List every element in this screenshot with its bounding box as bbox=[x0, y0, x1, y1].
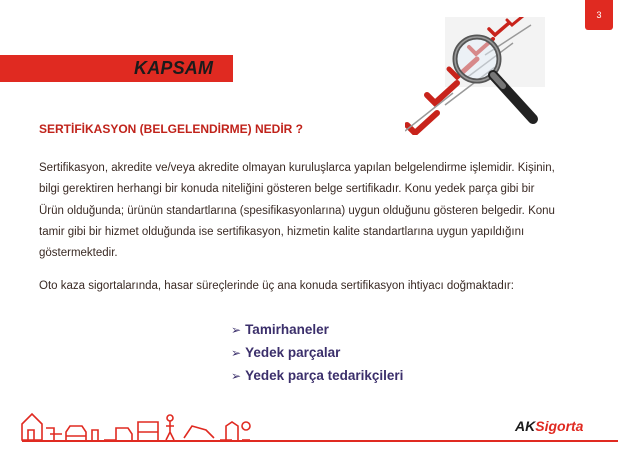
footer-insurance-icons bbox=[20, 408, 260, 442]
list-item-label: Yedek parçalar bbox=[245, 345, 341, 360]
paragraph-line: Ürün olduğunda; ürünün standartlarına (spesifikasyonlarına) uygun olduğunu gösteren belgedir. Konu bbox=[39, 204, 555, 217]
list-item bbox=[231, 318, 403, 341]
arrow-bullet-icon: ➢ bbox=[231, 369, 242, 383]
intro-paragraph: Oto kaza sigortalarında, hasar süreçlerinde üç ana konuda sertifikasyon ihtiyacı doğmaktadır: bbox=[39, 280, 514, 292]
certification-areas-list bbox=[231, 318, 403, 387]
list-item bbox=[231, 364, 403, 387]
arrow-bullet-icon: ➢ bbox=[231, 346, 242, 360]
building-icon bbox=[220, 422, 238, 440]
column-icon bbox=[92, 430, 98, 440]
person-icon bbox=[167, 415, 173, 421]
list-item-label: Tamirhaneler bbox=[245, 322, 329, 337]
paragraph-line: tamir gibi bir hizmet olduğunda ise sertifikasyon, hizmetin kalite standartlarına uygun yapıldığını bbox=[39, 225, 525, 238]
logo-suffix: Sigorta bbox=[535, 418, 584, 434]
patient-icon bbox=[184, 426, 214, 438]
page-title: KAPSAM bbox=[134, 58, 214, 78]
page-number: 3 bbox=[596, 10, 602, 20]
page-number-badge bbox=[585, 0, 613, 30]
footer-divider bbox=[22, 440, 618, 442]
list-item-label: Yedek parça tedarikçileri bbox=[245, 368, 404, 383]
paragraph-line: Sertifikasyon, akredite ve/veya akredite olmayan kuruluşlarca yapılan belgelendirme işlemidir. Kişinin, bbox=[39, 162, 555, 174]
arrow-bullet-icon: ➢ bbox=[231, 323, 242, 337]
factory-icon bbox=[46, 428, 62, 440]
bus-icon bbox=[138, 422, 158, 440]
paragraph-line: bilgi gerektiren herhangi bir konuda niteliğini gösteren belge sertifikadır. Konu yedek parça gibi bir bbox=[39, 183, 535, 196]
list-item bbox=[231, 341, 403, 364]
aksigorta-logo bbox=[515, 418, 583, 434]
definition-paragraph bbox=[39, 158, 614, 264]
logo-prefix: AK bbox=[515, 418, 536, 434]
house-icon bbox=[22, 414, 42, 440]
paragraph-line: göstermektedir. bbox=[39, 247, 118, 260]
gear-icon bbox=[242, 422, 250, 430]
truck-icon bbox=[104, 428, 132, 440]
checklist-magnifier-icon bbox=[405, 17, 547, 135]
section-heading: SERTİFİKASYON (BELGELENDİRME) NEDİR ? bbox=[39, 122, 304, 136]
car-icon bbox=[66, 426, 86, 440]
